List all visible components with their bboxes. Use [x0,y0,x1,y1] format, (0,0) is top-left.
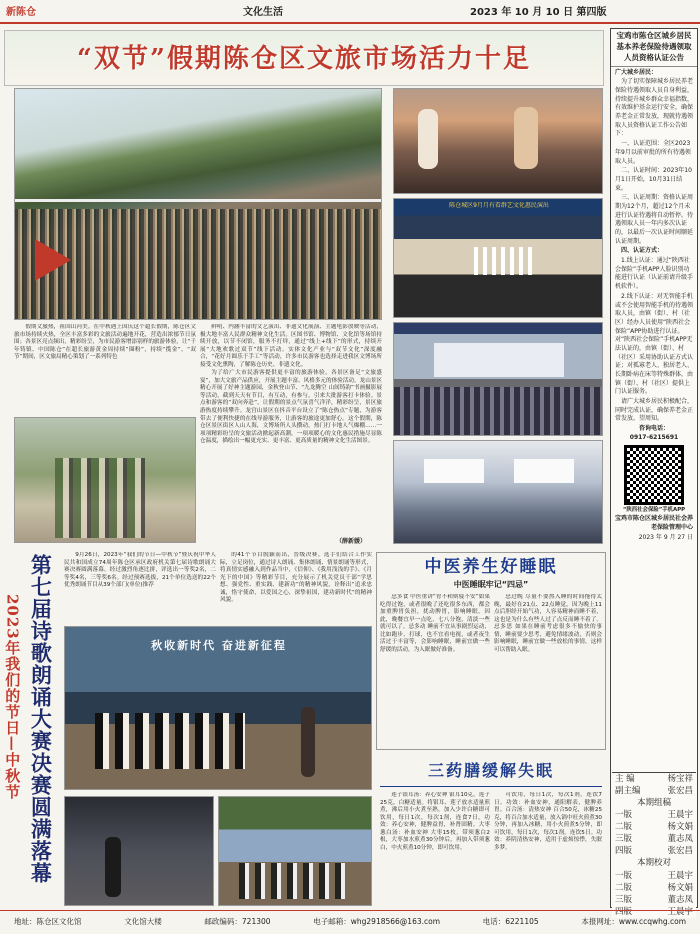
paper-name: 新陈仓 [6,7,36,18]
tcm-subtitle: 中医睡眠牢记“四忌” [453,580,529,589]
footer-address: 地址：陈仓区文化馆 [14,917,82,927]
children-photo [14,417,196,543]
poetry-vertical-subtitle: 2023年我们的节日—中秋节 [3,594,22,800]
staff-row: 三版 董志凤 [615,834,693,845]
staff-row: 三版 董志凤 [615,894,693,905]
footer-dept: 文化馆大楼 [124,917,162,927]
sidebar-body: 广大城乡居民： 为了切实保障城乡居民养老保险待遇领取人员自身利益，持续提升城乡群众幸福指数，有效维护基金运行安全，确保养老金正常发放，现就待遇领取人员资格认证工作公告如下： 一、认证范围：全区2023年9月以前审批的所有待遇领取人员。 二、认证时间：2023年10月1日开始，10月31日结束。 三、认证周期：资格认证周期为12个月，超过12个月未进行认证待遇将自动暂停。待遇领取人员一年内多次认证的，以最后一次认证时间顺延认证周期。 四、认证方式： 1.线上认证：通过“陕西社会保险”手机APP人脸识别功能进行认证（认证前请升级手机软件）。 2.线下认证：对无智能手机或不会使用智能手机的待遇领取人员，由镇（街）、村（社区）经办人员使用“陕西社会保险”APP协助进行认证。对“陕西社会保险”手机APP无法认证的，由镇（街）、村（社区）采用协助认证方式认证；对孤寡老人、独居老人、长期卧病在床等特殊群体，由镇（街）、村（社区）提供上门认证服务。 请广大城乡居民积极配合，同时完成认证，确保养老金正常发放。望周知。 咨询电话： 0917-6215691 “陕西社会保险”手机APP 宝鸡市陈仓区城乡居民社会养老保险管理中心 2023 年 9 月 27 日 [615,68,694,541]
stadium-photo [14,88,382,320]
staff-row: 一版 王晨宇 [615,870,693,881]
footer-phone: 电话：6221105 [482,917,539,927]
hotline-label: 咨询电话： [638,425,669,433]
herb-title: 三药膳缓解失眠 [427,761,554,780]
tcm-col2: 忌过晚 尽量不要熬入睡的时间拖得太晚，最好在21点、22点睡觉，因为晚上11点后胆经开始气功，人容易精神而睡不着，这也是为什么有些人过了点反而睡不着了。忌多思 如果在睡前考虑很多不愉快的事情，睡前要少思考，避免情绪波动，否则会影响睡眠，睡前宜做一些放松的事情，这样可以帮助入眠。 [494,594,602,653]
page-footer [0,910,700,934]
staff-row: 主 编 杨宝祥 [615,774,693,784]
poetry-stage-banner: 秋收新时代 奋进新征程 [151,639,287,652]
section-title: 文化生活 [243,7,283,18]
staff-row: 四版 张宏昌 [615,846,693,857]
issue-date: 2023 年 10 月 10 日 第四版 [470,7,607,18]
footer-email: 电子邮箱：whg2918566@163.com [313,917,441,927]
footer-website: 本报网址：www.ccqwhg.com [581,917,686,927]
stage-banner-text: 陈仓城区9月月有看群艺文化惠民演出 [449,202,549,209]
main-headline-text: “双节”假期陈仓区文旅市场活力十足 [77,44,531,74]
staff-row: 二版 杨文娟 [615,882,693,893]
herb-col1: 莲子银耳汤：养心安神 银耳10克，莲子25克，白糖适量。将银耳、莲子放水适量煎煮，沸后用小火煮至熟，加入少许白糖即可饮用，每日1次，每次1剂，连食7日。功效：养心安神，健脾益胃，补肾固精。大枣葱白汤：补血安神 大枣15枚，带须葱白2根，大枣加水煎煮30分钟后，再加入带须葱白，中火煎煮10分钟，即可饮用。 [380,792,490,851]
main-article-source: （薛新媛） [336,538,367,545]
tcm-col1: 忌多食 中医重讲“胃不和则寝不安”如果吃得过饱，或者很晚了还吃很多东西，都会加重脾胃负担，扰动脾胃，影响睡眠。因此，晚餐宜早一点吃，七八分饱，清淡一些就可以了。忌多动 睡前不宜从事剧烈运动，比如跑步、打球，也不宜看电视，或者夜生活过于丰富等，会影响睡眠，睡前宜做一些舒缓的活动，为入眠做好准备。 [380,594,490,653]
main-article-col2: 鲜明、内涵丰富的文艺演出、非遗文化展演、主题电影放映等活动，极大地丰富人民群众精神文化生活。区图书馆、博物馆、文化馆等场馆持续开放，以节不闭馆，服务不打烊，通过“线上+线下”的形式，持续开展“大地欢歌过双节”线下活动。实体文化产业与“双节文化”深度融合，“花好月圆乐于手工”等活动，许多市民游客也选择走进我区文博场所接受文化熏陶，了解陈仓历史、非遗文化。 为了给广大市民游客提供更丰富的旅游体验，各景区备足“文旅盛宴”，加大文旅产品供应，开展主题丰富、风格多元的体验活动。龙山景区精心开展了好神主题游园，金秋登山节、“九龙腾空 山间铸韵”书画摄影展等活动，截到天天有节目，有互动，有参与，引来大批游客打卡体验。景点和游客的“双向奔赴”，让假期的景点气氛喜气洋洋，精彩纷呈，景区旅游热度持续攀升。龙宫山景区在抖音平台设立了“陈仓热点”专题，为游客带去了便利快捷的在线导游服务，让游客的旅途更加舒心。这个假期，陈仓区景区街区人山人海，文博场所人头攒动，热门打卡地人气爆棚……一项项精彩纷呈的文旅活动掀起新高潮，一项项暖心的文化惠民措施尽显陈仓温度，描绘出一幅更充实、更丰富、更高质量的精神文化生活图景。 [200,324,382,445]
tcm-title: 中医养生好睡眠 [424,557,558,577]
staff-list [612,772,696,918]
main-headline [4,30,604,86]
poetry-col2: 的41个节目脱颖而出，晋级决赛。选手们结合工作实际，立足岗位，通过诗人朗诵、集体朗诵、情景朗诵等形式，将真情实感融入到作品当中，《信仰》、《我用浅浅的手》、《月光下的中国》等精彩节目，充分展示了机关党员干部“学思想、强党性、重实践、建新功”的精神风貌，诠释出“追求忠诚，恪守使命，以爱国之心，深挚祖国，建功新时代”的精神风貌。 [220,552,372,604]
poetry-bottom-photo-right [218,796,372,906]
concert-photo-top [393,88,603,194]
staff-row: 一版 王晨宇 [615,810,693,821]
staff-row: 四版 王晨宇 [615,906,693,917]
herb-col2: 可饮用，每日1次，每次1剂，连饮7日。功效：补血安神，通阳解表，健脾养胃。百合汤：清热安神 百合50克，冰糖25克，将百合加水适量，放入锅中旺火煎煮30分钟，再加入冰糖，用小火煎煮5分钟，即可饮用，每日1次，每次1剂，连饮5日。功效：养阴清热安神，适用于虚烦惊悸，失眠多梦。 [494,792,602,851]
poetry-bottom-photo-left [64,796,214,906]
sidebar-title: 宝鸡市陈仓区城乡居民基本养老保险待遇领取人员资格认证公告 [611,29,697,67]
stage-photo [393,198,603,318]
qr-caption: “陕西社会保险”手机APP [622,506,686,513]
sidebar-issuer: 宝鸡市陈仓区城乡居民社会养老保险管理中心 [615,515,694,532]
qr-code [624,445,684,505]
sidebar-date: 2023 年 9 月 27 日 [638,533,693,541]
poetry-vertical-title: 第七届诗歌朗诵大赛决赛圆满落幕 [28,554,54,884]
staff-row: 二版 杨文娟 [615,822,693,833]
poetry-col1: 9月26日，2023年“我们的节日—中秋节”暨庆祝中华人民共和国成立74周年陈仓区承区政府机关第七届诗歌朗诵大赛决赛圆满落幕。经过激烈角逐比拼，评选出一等奖2名，二等奖4名，三等奖6名。经过预赛选拔，21个单位选送的22个优秀朗诵节目从39个部门(单位)推荐 [64,552,216,589]
theater-photo [393,322,603,436]
staff-row: 本期校对 [636,858,671,869]
page-header [0,0,700,24]
staff-row: 副主编 张宏昌 [615,786,693,797]
library-photo [393,440,603,544]
staff-row: 本期组稿 [636,798,671,809]
hotline-number: 0917-6215691 [629,433,679,441]
footer-postcode: 邮政编码：721300 [204,917,271,927]
main-article-col1: 假期文旅热，祖国山河美。在中秋遇上国庆这个超长假期，陈仓区文旅市场持续火热，全区丰富多彩的文旅活动遍地开花，营造出浓郁节日氛围；各景区亮点频出，精彩纷呈，为市民游客增添别样的旅游体验，让“千年铸镇、中国陈仓”在超长旅游黄金周持续“圈粉”，持续“揽金”。“双节”期间，区文旅局精心策划了一系列特色 [14,324,196,361]
poetry-stage-photo [64,626,372,790]
